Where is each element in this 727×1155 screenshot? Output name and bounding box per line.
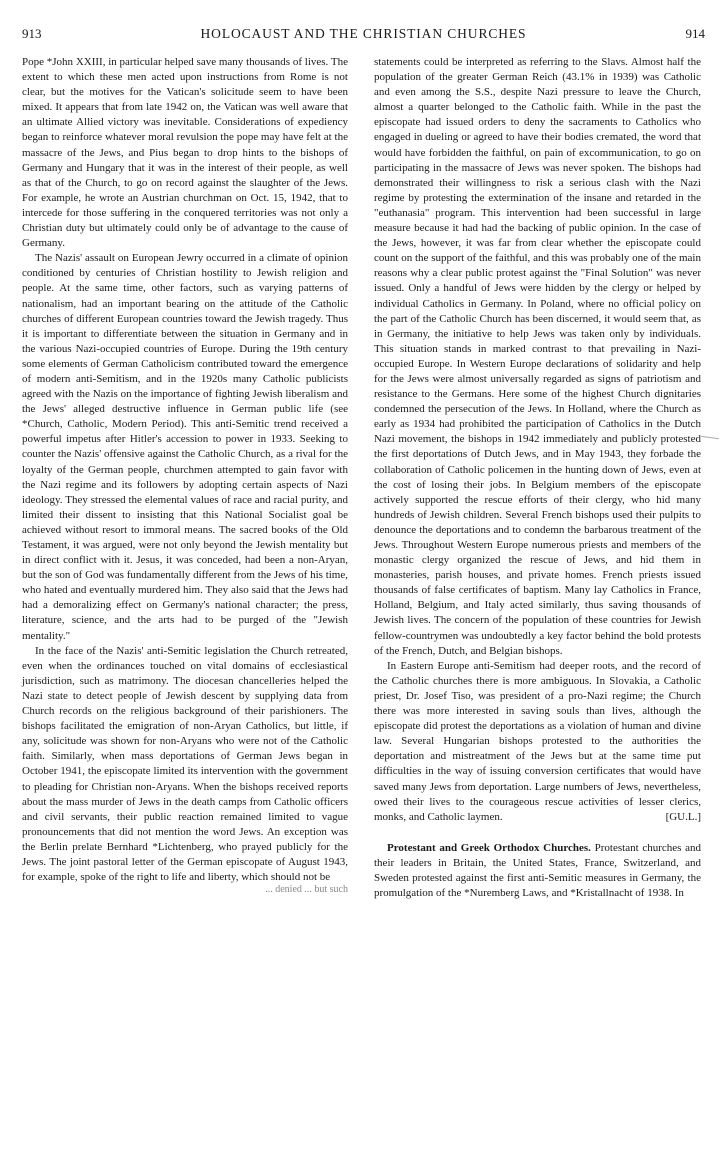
paragraph bbox=[374, 659, 701, 825]
section-gap bbox=[374, 825, 701, 841]
paragraph: statements could be interpreted as referring to the Slavs. Almost half the population of the greater German Reich (43.1% in 1939) was Catholic and even among the S.S., despite Nazi pressure to leave the Church, almost a quarter belonged to the Catholic faith. While in the past the episcopate had issued orders to deny the sacraments to Catholics who engaged in dueling or agreed to have their bodies cremated, the word that would have forbidden the faithful, on pain of excommunication, to go on participating in the massacre of Jews was never spoken. The bishops had demonstrated their willingness to risk a serious clash with the Nazi regime by protesting the extermination of the insane and retarded in the "euthanasia" program. This intervention had been successful in large measure because it had had the backing of public opinion. In the case of the Jews, however, it was far from clear whether the episcopate could count on the support of the faithful, and this was probably one of the main reasons why a clear public protest against the "Final Solution" was never issued. Only a handful of Jews were hidden by the clergy or helped by individual Catholics in Germany. In Poland, where no official policy on the part of the Catholic Church has been discerned, it would seem that, as in Germany, the initiative to help Jews was taken only by individuals. This situation stands in marked contrast to that prevailing in Nazi-occupied Europe. In Western Europe declarations of solidarity and help for the Jews were almost universally regarded as signs of patriotism and resistance to the Germans. Here some of the highest Church dignitaries condemned the persecution of the Jews. In Holland, where the Church as early as 1934 had prohibited the participation of Catholics in the Dutch Nazi movement, the bishops in 1942 immediately and publicly protested the first deportations of Dutch Jews, and in May 1943, they forbade the collaboration of Catholic policemen in the hunting down of Jews, even at the cost of losing their jobs. In Belgium members of the episcopate actively supported the rescue efforts of their clergy, who hid many hundreds of Jewish children. Several French bishops used their pulpits to denounce the deportations and to condemn the barbarous treatment of the Jews. Throughout Western Europe numerous priests and members of the monastic clergy organized the rescue of Jews, and hid them in monasteries, parish houses, and private homes. French priests issued thousands of false certificates of baptism. Many lay Catholics in France, Holland, Belgium, and Italy acted similarly, thus saving thousands of Jewish lives. The concern of the population of these countries for Jewish fellow-countrymen was undoubtedly a key factor behind the bold protests of the French, Dutch, and Belgian bishops. bbox=[374, 56, 701, 657]
right-column bbox=[374, 55, 701, 901]
section-paragraph bbox=[374, 841, 701, 901]
running-title: HOLOCAUST AND THE CHRISTIAN CHURCHES bbox=[200, 26, 527, 41]
cut-off-line: ... denied ... but such bbox=[265, 885, 348, 896]
page-number-right: 914 bbox=[685, 26, 705, 41]
author-signature: [GU.L.] bbox=[665, 810, 701, 823]
left-column bbox=[22, 55, 348, 895]
margin-mark bbox=[701, 436, 719, 439]
section-text: Protestant churches and their leaders in Britain, the United States, France, Switzerland, and Sweden protested against the first anti-Semitic measures in Germany, the promulgation of the *Nuremberg Laws, and *Kristallnacht of 1938. In bbox=[374, 841, 702, 900]
paragraph: In the face of the Nazis' anti-Semitic legislation the Church retreated, even when the ordinances touched on vital domains of ecclesiastical jurisdiction, such as matrimony. The diocesan chancelleries helped the Nazi state to detect people of Jewish descent by supplying data from Church records on the religious background of their parishioners. The bishops facilitated the emigration of non-Aryan Catholics, but little, if any, solicitude was shown for non-Aryans who were not of the Catholic faith. Similarly, when mass deportations of German Jews began in October 1941, the episcopate limited its intervention with the government to pleading for Christian non-Aryans. When the bishops received reports about the mass murder of Jews in the death camps from Catholic officers and civil servants, their public reaction remained limited to vague pronouncements that did not mention the word Jews. An exception was the Berlin prelate Bernhard *Lichtenberg, who prayed publicly for the Jews. The joint pastoral letter of the German episcopate of August 1943, for example, spoke of the right to life and liberty, which should not be bbox=[22, 644, 348, 884]
paragraph: Pope *John XXIII, in particular helped save many thousands of lives. The extent to which these men acted upon instructions from Rome is not clear, but the motives for the Vatican's solicitude seem to have been mixed. It appears that from late 1942 on, the Vatican was well aware that an ultimate Allied victory was inevitable. Considerations of expediency began to reinforce whatever moral revulsion the pope may have felt at the massacre of the Jews, and Pius began to drop hints to the bishops of Germany and Hungary that it was in the interest of their people, as well as that of the Church, to go on record against the slaughter of the Jews. For example, he wrote an Austrian churchman on Oct. 15, 1942, that to intercede for those suffering in the conquered territories was not only a Christian duty but ultimately could only be of advantage to the cause of Germany. bbox=[22, 56, 348, 250]
page-number-left: 913 bbox=[22, 26, 42, 41]
page-header bbox=[22, 26, 705, 46]
paragraph: The Nazis' assault on European Jewry occurred in a climate of opinion conditioned by centuries of Christian hostility to Jewish religion and people. At the same time, other factors, such as varying patterns of nationalism, had an important bearing on the attitude of the Catholic churches of different European countries toward the Jewish tragedy. Thus it is important to differentiate between the situation in Germany and in the various Nazi-occupied countries of Europe. During the 19th century some elements of German Catholicism contributed toward the emergence of modern anti-Semitism, and in the 1920s many Catholic publicists agreed with the Nazis on the importance of fighting Jewish liberalism and the Jews' alleged destructive influence in German public life (see *Church, Catholic, Modern Period). This anti-Semitic trend received a powerful impetus after Hitler's accession to power in 1933. Seeking to counter the Nazis' offensive against the Catholic Church, as a rival for the loyalty of the German people, churchmen attempted to gain favor with the Nazi regime and its followers by adopting certain aspects of Nazi ideology. They stressed the elemental values of race and racial purity, and limited their dissent to insisting that this National Socialist goal be achieved without resort to immoral means. The sacred books of the Old Testament, it was argued, were not only beyond the Jewish mentality but in direct conflict with it. Jesus, it was conceded, had been a non-Aryan, but the son of God was fundamentally different from the Jews of his time, who hated and eventually murdered him. They also said that the Jews had had a demoralizing effect on Germany's national character; the press, literature, science, and the arts had to be purged of the "Jewish mentality." bbox=[22, 252, 348, 642]
paragraph-text: In Eastern Europe anti-Semitism had deeper roots, and the record of the Catholic churches there is more ambiguous. In Slovakia, a Catholic priest, Dr. Josef Tiso, was president of a pro-Nazi regime; the Church there was more interested in saving souls than lives, although the episcopate did protest the deportations as a violation of human and divine law. Several Hungarian bishops protested to the authorities the deportation and mistreatment of the Jews but at the same time put difficulties in the way of issuing conversion certificates that would have saved many Jews from deportation. Large numbers of Jews, nevertheless, owed their lives to the courageous rescue activities of lesser clerics, monks, and Catholic laymen. bbox=[374, 659, 701, 823]
section-heading: Protestant and Greek Orthodox Churches. bbox=[387, 841, 591, 854]
